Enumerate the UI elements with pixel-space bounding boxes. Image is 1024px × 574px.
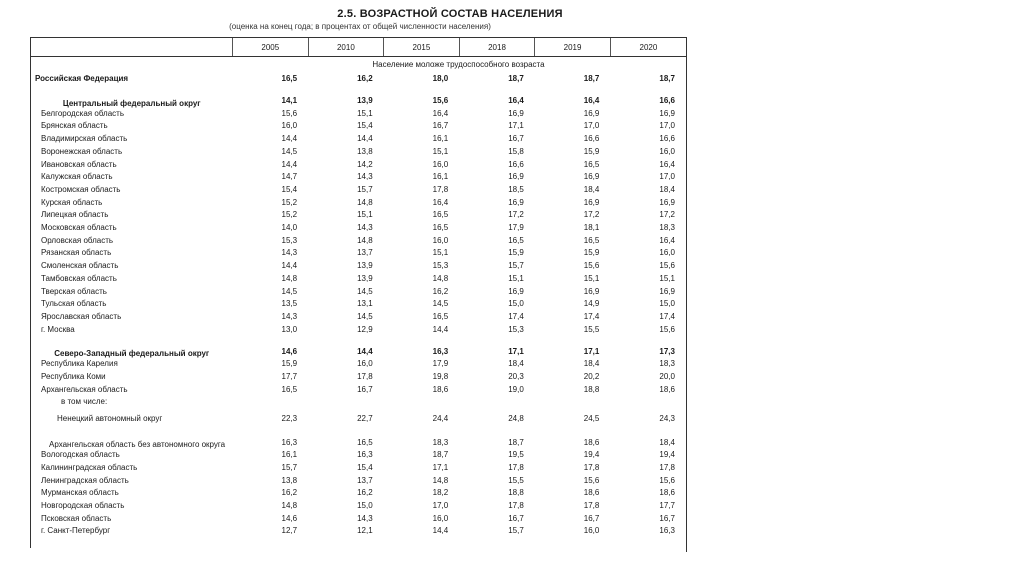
cell-value: 18,8 [583, 384, 600, 394]
cell-value: 20,3 [508, 372, 524, 382]
cell-value: 16,9 [659, 108, 675, 118]
cell-value: 16,7 [583, 513, 600, 523]
table-row [31, 336, 686, 358]
cell-value [384, 396, 460, 409]
cell-value: 15,6 [583, 261, 600, 271]
row-label: Калининградская область [41, 462, 138, 472]
cell-value: 18,4 [508, 359, 524, 369]
row-label: в том числе: [61, 397, 108, 407]
cell-value: 15,3 [281, 235, 298, 245]
cell-value: 17,1 [432, 462, 449, 472]
cell-value: 14,3 [281, 248, 298, 258]
cell-value: 17,7 [659, 500, 675, 510]
cell-value: 17,4 [659, 311, 675, 321]
row-label: Липецкая область [41, 210, 109, 220]
cell-value: 15,1 [357, 210, 373, 220]
cell-value: 16,3 [281, 438, 298, 448]
cell-value: 18,0 [432, 74, 449, 83]
table-row [31, 184, 686, 197]
cell-value: 16,9 [508, 108, 524, 118]
cell-value: 24,4 [432, 413, 449, 423]
cell-value: 16,9 [583, 108, 600, 118]
cell-value [233, 396, 309, 409]
cell-value: 14,4 [281, 261, 298, 271]
cell-value: 12,1 [357, 526, 373, 536]
cell-value: 19,5 [508, 450, 524, 460]
row-label: Мурманская область [41, 488, 119, 498]
cell-value: 16,0 [281, 121, 298, 131]
row-label: Центральный федеральный округ [62, 98, 201, 108]
cell-value: 14,4 [281, 159, 298, 169]
cell-value: 16,3 [659, 526, 675, 536]
cell-value: 16,7 [508, 134, 524, 144]
cell-value: 13,7 [357, 248, 373, 258]
cell-value: 14,7 [281, 172, 298, 182]
row-label: Московская область [41, 223, 117, 233]
cell-value: 14,8 [432, 475, 449, 485]
cell-value: 18,7 [432, 450, 449, 460]
cell-value: 16,7 [508, 513, 524, 523]
cell-value: 15,9 [583, 146, 600, 156]
cell-value: 17,8 [357, 372, 373, 382]
cell-value: 18,4 [659, 438, 675, 448]
table-row [31, 475, 686, 488]
table-row [31, 273, 686, 286]
cell-value: 14,6 [281, 513, 298, 523]
cell-value: 16,0 [432, 513, 449, 523]
cell-value: 14,3 [357, 172, 373, 182]
table-row [31, 298, 686, 311]
population-table [31, 37, 686, 538]
table-title: 2.5. ВОЗРАСТНОЙ СОСТАВ НАСЕЛЕНИЯ [337, 8, 563, 20]
row-label: Ненецкий автономный округ [57, 413, 163, 423]
cell-value: 16,5 [432, 311, 449, 321]
cell-value: 15,4 [357, 462, 373, 472]
table-row [31, 260, 686, 273]
cell-value: 14,8 [357, 197, 373, 207]
cell-value: 18,3 [659, 223, 675, 233]
cell-value: 16,0 [659, 146, 675, 156]
header-row [31, 38, 686, 57]
cell-value: 16,4 [659, 159, 675, 169]
cell-value: 13,7 [357, 475, 373, 485]
cell-value: 15,0 [357, 500, 373, 510]
cell-value: 17,4 [583, 311, 600, 321]
header-blank [31, 38, 233, 57]
cell-value: 15,5 [583, 324, 600, 334]
table-row [31, 197, 686, 210]
table-row [31, 396, 686, 409]
cell-value: 18,4 [659, 184, 675, 194]
cell-value: 17,4 [508, 311, 524, 321]
table-subtitle: (оценка на конец года; в процентах от общей численности населения) [229, 22, 491, 31]
table-row [31, 86, 686, 108]
row-label: Владимирская область [41, 134, 128, 144]
table-row [31, 120, 686, 133]
cell-value: 16,5 [508, 235, 524, 245]
cell-value: 17,0 [432, 500, 449, 510]
cell-value: 19,4 [583, 450, 600, 460]
cell-value: 13,5 [281, 299, 298, 309]
table-row [31, 358, 686, 371]
cell-value: 13,9 [357, 261, 373, 271]
table-row [31, 487, 686, 500]
cell-value: 17,2 [583, 210, 600, 220]
cell-value: 16,2 [281, 488, 298, 498]
cell-value: 16,9 [508, 197, 524, 207]
cell-value: 17,3 [659, 346, 675, 356]
row-label: Костромская область [41, 184, 121, 194]
table-row [31, 209, 686, 222]
table-row [31, 500, 686, 513]
cell-value: 15,6 [432, 96, 449, 105]
cell-value: 15,6 [281, 108, 298, 118]
cell-value: 16,0 [357, 359, 373, 369]
cell-value [535, 396, 611, 409]
cell-value: 14,5 [357, 311, 373, 321]
cell-value: 15,6 [659, 324, 675, 334]
cell-value: 19,8 [432, 372, 449, 382]
cell-value: 14,8 [281, 500, 298, 510]
cell-value: 16,6 [659, 134, 675, 144]
row-label: Орловская область [41, 235, 114, 245]
table-row [31, 159, 686, 172]
cell-value: 15,2 [281, 210, 298, 220]
cell-value: 15,9 [281, 359, 298, 369]
cell-value: 17,8 [659, 462, 675, 472]
table-row [31, 222, 686, 235]
cell-value: 18,7 [583, 74, 600, 83]
cell-value: 15,1 [508, 273, 524, 283]
cell-value: 15,1 [583, 273, 600, 283]
cell-value: 16,6 [508, 159, 524, 169]
cell-value: 15,7 [508, 526, 524, 536]
cell-value: 20,0 [659, 372, 675, 382]
cell-value: 18,1 [583, 223, 600, 233]
cell-value: 16,7 [659, 513, 675, 523]
cell-value [459, 396, 535, 409]
cell-value: 16,9 [659, 286, 675, 296]
page-cutoff [30, 548, 685, 554]
table-row [31, 371, 686, 384]
cell-value: 15,7 [508, 261, 524, 271]
cell-value: 16,7 [432, 121, 449, 131]
table-row [31, 525, 686, 538]
cell-value: 16,5 [583, 159, 600, 169]
cell-value: 12,7 [281, 526, 298, 536]
cell-value: 15,4 [281, 184, 298, 194]
cell-value: 17,0 [659, 121, 675, 131]
row-label: Вологодская область [41, 450, 120, 460]
cell-value: 16,0 [583, 526, 600, 536]
cell-value: 16,1 [281, 450, 298, 460]
cell-value: 15,0 [508, 299, 524, 309]
row-label: Калужская область [41, 172, 113, 182]
table-row [31, 247, 686, 260]
table-row [31, 133, 686, 146]
cell-value: 16,9 [508, 172, 524, 182]
cell-value: 15,1 [357, 108, 373, 118]
row-label: Республика Коми [41, 372, 106, 382]
cell-value: 16,5 [583, 235, 600, 245]
cell-value: 15,7 [281, 462, 298, 472]
row-label: Брянская область [41, 121, 108, 131]
row-label: Российская Федерация [35, 74, 129, 83]
header-year: 2019 [535, 38, 611, 57]
cell-value: 13,9 [357, 273, 373, 283]
cell-value: 16,9 [583, 197, 600, 207]
cell-value: 18,3 [432, 438, 449, 448]
row-label: Республика Карелия [41, 359, 118, 369]
cell-value: 17,1 [508, 121, 524, 131]
cell-value: 17,7 [281, 372, 298, 382]
cell-value: 17,8 [583, 462, 600, 472]
cell-value: 18,7 [508, 74, 524, 83]
row-label: Тверская область [41, 286, 107, 296]
cell-value: 22,3 [281, 413, 298, 423]
row-label: Тамбовская область [41, 273, 117, 283]
cell-value: 16,1 [432, 134, 449, 144]
cell-value: 17,8 [432, 184, 449, 194]
cell-value: 16,0 [432, 159, 449, 169]
cell-value: 22,7 [357, 413, 373, 423]
table-row [31, 235, 686, 248]
cell-value: 24,3 [659, 413, 675, 423]
cell-value: 14,8 [357, 235, 373, 245]
data-table-frame [30, 37, 687, 552]
cell-value: 16,6 [659, 96, 675, 105]
cell-value: 24,5 [583, 413, 600, 423]
cell-value: 14,1 [281, 96, 298, 105]
cell-value: 14,8 [281, 273, 298, 283]
cell-value: 16,3 [357, 450, 373, 460]
cell-value: 17,2 [659, 210, 675, 220]
cell-value: 17,1 [508, 346, 524, 356]
cell-value: 19,0 [508, 384, 524, 394]
cell-value: 18,2 [432, 488, 449, 498]
cell-value: 16,5 [281, 384, 298, 394]
cell-value: 16,4 [432, 197, 449, 207]
cell-value: 16,2 [432, 286, 449, 296]
cell-value: 18,6 [583, 438, 600, 448]
cell-value: 15,6 [583, 475, 600, 485]
cell-value: 18,6 [432, 384, 449, 394]
cell-value: 15,9 [508, 248, 524, 258]
cell-value: 14,8 [432, 273, 449, 283]
cell-value: 16,2 [357, 74, 373, 83]
cell-value: 18,7 [508, 438, 524, 448]
row-label: Воронежская область [41, 146, 123, 156]
header-year: 2020 [610, 38, 686, 57]
row-label: Новгородская область [41, 500, 125, 510]
cell-value: 12,9 [357, 324, 373, 334]
cell-value: 16,6 [583, 134, 600, 144]
cell-value: 14,4 [357, 346, 373, 356]
cell-value: 16,9 [583, 286, 600, 296]
header-year: 2005 [233, 38, 309, 57]
cell-value: 15,9 [583, 248, 600, 258]
header-year: 2010 [308, 38, 384, 57]
cell-value: 14,9 [583, 299, 600, 309]
cell-value: 15,4 [357, 121, 373, 131]
table-row [31, 429, 686, 449]
header-year: 2018 [459, 38, 535, 57]
row-label: Архангельская область [41, 384, 128, 394]
row-label: Псковская область [41, 513, 112, 523]
cell-value: 14,5 [432, 299, 449, 309]
row-label: Рязанская область [41, 248, 112, 258]
cell-value: 16,4 [432, 108, 449, 118]
cell-value: 14,5 [281, 286, 298, 296]
cell-value: 14,4 [357, 134, 373, 144]
cell-value: 14,3 [357, 223, 373, 233]
cell-value: 15,6 [659, 261, 675, 271]
cell-value: 16,5 [281, 74, 298, 83]
cell-value: 18,7 [659, 74, 675, 83]
cell-value: 17,1 [583, 346, 600, 356]
row-label: г. Санкт-Петербург [41, 526, 111, 536]
cell-value: 18,8 [508, 488, 524, 498]
cell-value: 15,2 [281, 197, 298, 207]
cell-value: 16,5 [432, 210, 449, 220]
row-label: Северо-Западный федеральный округ [54, 349, 210, 359]
cell-value: 16,4 [583, 96, 600, 105]
cell-value: 16,1 [432, 172, 449, 182]
row-label: Ленинградская область [41, 475, 129, 485]
row-label: Белгородская область [41, 108, 124, 118]
cell-value: 16,5 [357, 438, 373, 448]
cell-value: 18,4 [583, 184, 600, 194]
cell-value: 16,9 [659, 197, 675, 207]
cell-value: 13,8 [357, 146, 373, 156]
cell-value: 16,3 [432, 346, 449, 356]
table-row [31, 384, 686, 397]
cell-value [308, 396, 384, 409]
cell-value: 14,3 [281, 311, 298, 321]
cell-value: 13,0 [281, 324, 298, 334]
cell-value: 18,6 [659, 384, 675, 394]
cell-value: 17,8 [508, 462, 524, 472]
table-row [31, 324, 686, 337]
cell-value: 17,9 [432, 359, 449, 369]
header-year: 2015 [384, 38, 460, 57]
cell-value: 17,9 [508, 223, 524, 233]
table-row [31, 462, 686, 475]
row-label: Ивановская область [41, 159, 117, 169]
cell-value: 16,5 [432, 223, 449, 233]
table-row [31, 146, 686, 159]
cell-value: 13,1 [357, 299, 373, 309]
cell-value: 18,6 [583, 488, 600, 498]
row-label: Курская область [41, 197, 103, 207]
table-row [31, 409, 686, 429]
cell-value: 24,8 [508, 413, 524, 423]
cell-value: 19,4 [659, 450, 675, 460]
cell-value: 14,3 [357, 513, 373, 523]
table-row [31, 286, 686, 299]
cell-value: 20,2 [583, 372, 600, 382]
cell-value: 14,4 [281, 134, 298, 144]
table-row [31, 513, 686, 526]
table-row [31, 449, 686, 462]
table-row [31, 108, 686, 121]
cell-value: 15,1 [659, 273, 675, 283]
cell-value: 13,9 [357, 96, 373, 105]
cell-value: 13,8 [281, 475, 298, 485]
cell-value: 18,4 [583, 359, 600, 369]
cell-value: 14,6 [281, 346, 298, 356]
table-row [31, 311, 686, 324]
cell-value: 16,9 [583, 172, 600, 182]
cell-value: 15,0 [659, 299, 675, 309]
cell-value: 16,0 [659, 248, 675, 258]
row-label: г. Москва [41, 324, 75, 334]
section-row [31, 57, 686, 74]
section-title: Население моложе трудоспособного возраста [372, 59, 545, 69]
cell-value: 18,5 [508, 184, 524, 194]
cell-value: 15,5 [508, 475, 524, 485]
cell-value: 15,3 [432, 261, 449, 271]
cell-value: 15,6 [659, 475, 675, 485]
cell-value: 17,8 [583, 500, 600, 510]
cell-value: 16,7 [357, 384, 373, 394]
cell-value: 17,2 [508, 210, 524, 220]
table-row [31, 171, 686, 184]
cell-value: 15,7 [357, 184, 373, 194]
row-label: Архангельская область без автономного округа [49, 440, 226, 450]
cell-value: 14,2 [357, 159, 373, 169]
row-label: Ярославская область [41, 311, 122, 321]
table-row [31, 73, 686, 86]
row-label: Тульская область [41, 299, 107, 309]
cell-value: 15,3 [508, 324, 524, 334]
row-label: Смоленская область [41, 261, 119, 271]
cell-value: 14,5 [357, 286, 373, 296]
cell-value: 17,0 [659, 172, 675, 182]
cell-value: 15,1 [432, 146, 449, 156]
cell-value: 16,2 [357, 488, 373, 498]
cell-value [610, 396, 686, 409]
cell-value: 15,1 [432, 248, 449, 258]
cell-value: 16,0 [432, 235, 449, 245]
cell-value: 14,0 [281, 223, 298, 233]
cell-value: 18,3 [659, 359, 675, 369]
cell-value: 14,4 [432, 526, 449, 536]
cell-value: 15,8 [508, 146, 524, 156]
cell-value: 14,5 [281, 146, 298, 156]
cell-value: 17,0 [583, 121, 600, 131]
cell-value: 16,9 [508, 286, 524, 296]
cell-value: 16,4 [659, 235, 675, 245]
cell-value: 17,8 [508, 500, 524, 510]
cell-value: 14,4 [432, 324, 449, 334]
cell-value: 18,6 [659, 488, 675, 498]
cell-value: 16,4 [508, 96, 524, 105]
